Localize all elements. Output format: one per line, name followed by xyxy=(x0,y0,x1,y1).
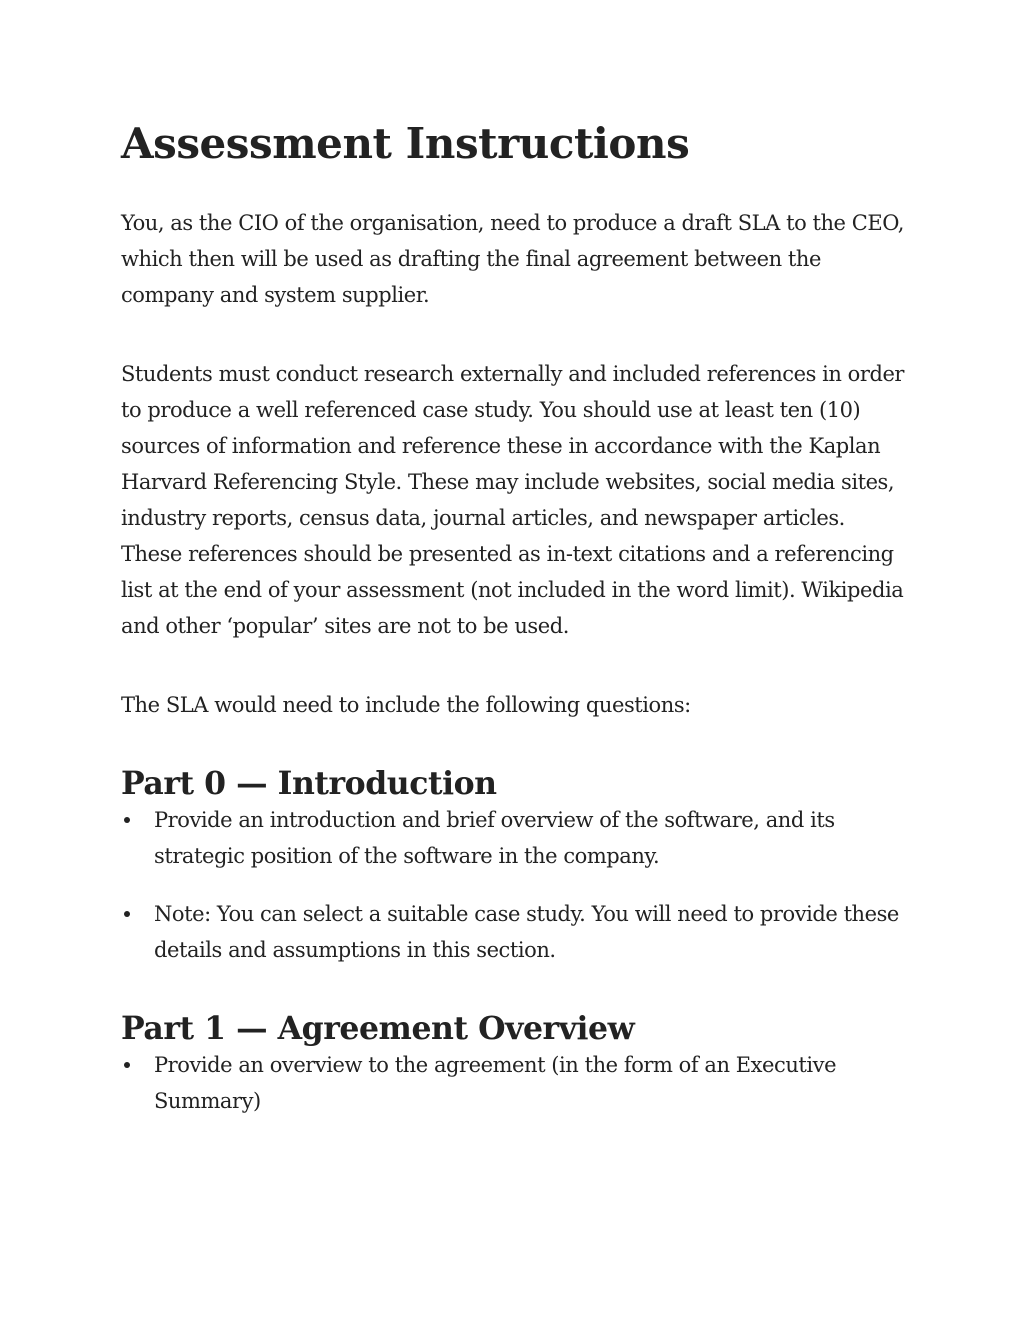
part-0-bullet-list xyxy=(121,802,911,968)
list-item-text: Provide an introduction and brief overview of the software, and its strategic position of the software in the company. xyxy=(154,808,835,868)
part-1-bullet-list xyxy=(121,1047,911,1119)
section-heading-part-0: Part 0 — Introduction xyxy=(121,765,497,802)
bullet-icon xyxy=(124,1062,130,1068)
section-heading-part-1: Part 1 — Agreement Overview xyxy=(121,1010,635,1047)
page-title: Assessment Instructions xyxy=(121,119,690,168)
bullet-icon xyxy=(124,911,130,917)
document-body xyxy=(121,119,911,1119)
list-item xyxy=(121,1047,911,1119)
sla-questions-paragraph: The SLA would need to include the following questions: xyxy=(121,693,691,717)
list-item xyxy=(121,802,911,874)
intro-paragraph: You, as the CIO of the organisation, need to produce a draft SLA to the CEO, which then will be used as drafting the final agreement between the company and system supplier. xyxy=(121,211,905,307)
list-item-text: Note: You can select a suitable case study. You will need to provide these details and assumptions in this section. xyxy=(154,902,899,962)
bullet-icon xyxy=(124,817,130,823)
list-item-text: Provide an overview to the agreement (in the form of an Executive Summary) xyxy=(154,1053,837,1113)
research-paragraph: Students must conduct research externally and included references in order to produce a well referenced case study. You should use at least ten (10) sources of information and reference these in accordance with the Kaplan Harvard Referencing Style. These may include websites, social media sites, industry reports, census data, journal articles, and newspaper articles. These references should be presented as in-text citations and a referencing list at the end of your assessment (not included in the word limit). Wikipedia and other ‘popular’ sites are not to be used. xyxy=(121,362,905,638)
list-item xyxy=(121,896,911,968)
